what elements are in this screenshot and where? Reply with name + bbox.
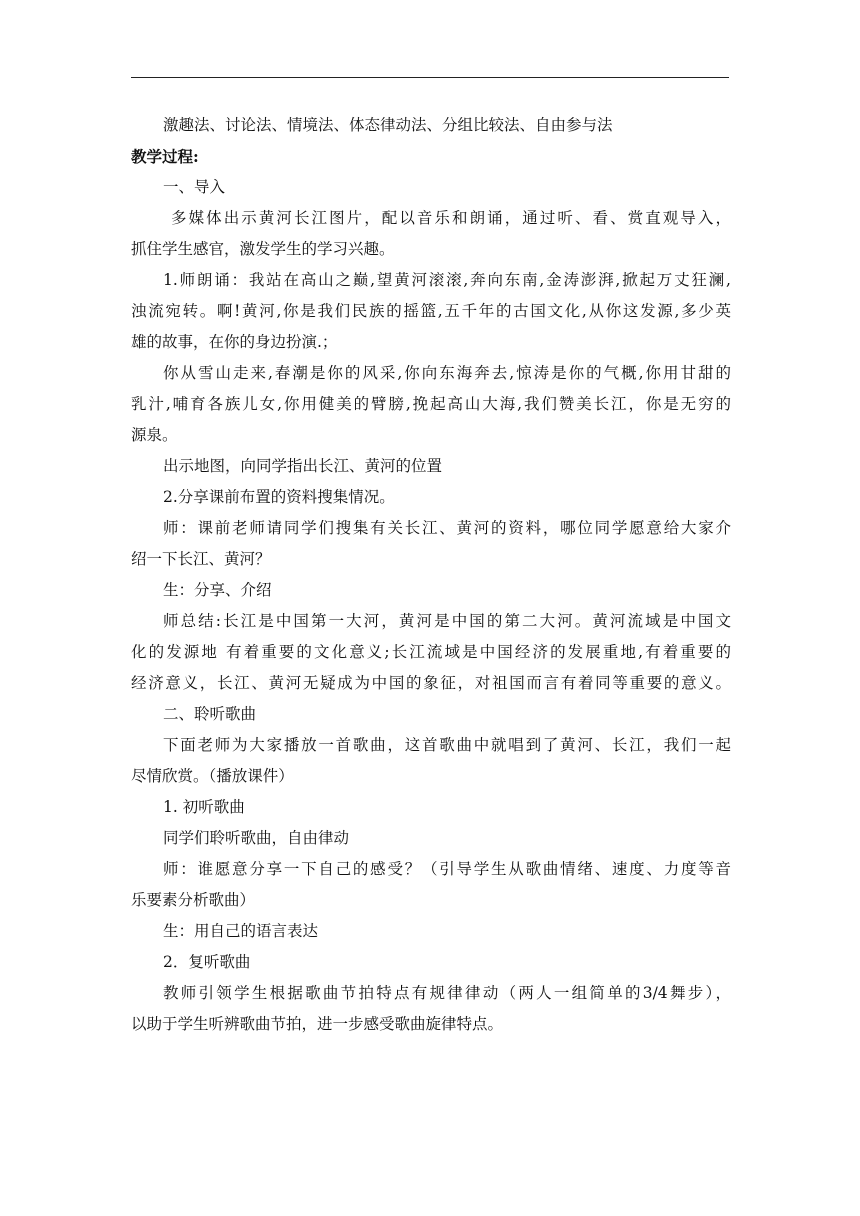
part-one-title: 一、导入 (163, 178, 226, 196)
first-listen-title: 1. 初听歌曲 (163, 798, 245, 816)
second-listen-title: 2．复听歌曲 (163, 953, 251, 971)
teaching-methods-line: 激趣法、讨论法、情境法、体态律动法、分组比较法、自由参与法 (163, 116, 613, 134)
rhythm-line-1: 教师引领学生根据歌曲节拍特点有规律律动（两人一组简单的3/4舞步）， (163, 984, 731, 1002)
summary-line-2: 化的发源地 有着重要的文化意义;长江流域是中国经济的发展重地,有着重要的 (131, 643, 731, 661)
intro-paragraph-line-1: 多媒体出示黄河长江图片，配以音乐和朗诵，通过听、看、赏直观导入， (171, 209, 731, 227)
share-materials-line: 2.分享课前布置的资料搜集情况。 (163, 488, 395, 506)
yangtze-line-3: 源泉。 (131, 426, 178, 444)
listen-intro-line-2: 尽情欣赏。（播放课件） (131, 767, 294, 785)
recitation-line-3: 雄的故事，在你的身边扮演.； (131, 333, 338, 351)
teacher-ask-line-2: 乐要素分析歌曲） (131, 891, 256, 909)
yangtze-line-1: 你从雪山走来,春潮是你的风采,你向东海奔去,惊涛是你的气概,你用甘甜的 (163, 364, 731, 382)
document-body (131, 110, 731, 1040)
part-two-title: 二、聆听歌曲 (163, 705, 257, 723)
summary-line-3: 经济意义，长江、黄河无疑成为中国的象征，对祖国而言有着同等重要的意义。 (131, 674, 731, 692)
free-movement-line: 同学们聆听歌曲，自由律动 (163, 829, 350, 847)
rhythm-line-2: 以助于学生听辨歌曲节拍，进一步感受歌曲旋律特点。 (131, 1015, 504, 1033)
header-rule (131, 77, 729, 78)
teacher-ask-line-1: 师：谁愿意分享一下自己的感受？（引导学生从歌曲情绪、速度、力度等音 (163, 860, 731, 878)
teacher-question-line-1: 师：课前老师请同学们搜集有关长江、黄河的资料，哪位同学愿意给大家介 (163, 519, 731, 537)
intro-paragraph-line-2: 抓住学生感官，激发学生的学习兴趣。 (131, 240, 395, 258)
listen-intro-line-1: 下面老师为大家播放一首歌曲，这首歌曲中就唱到了黄河、长江，我们一起 (163, 736, 731, 754)
section-heading: 教学过程: (131, 147, 199, 166)
teacher-question-line-2: 绍一下长江、黄河？ (131, 550, 271, 568)
map-line: 出示地图，向同学指出长江、黄河的位置 (163, 457, 443, 475)
recitation-line-2: 浊流宛转。啊!黄河,你是我们民族的摇篮,五千年的古国文化,从你这发源,多少英 (131, 302, 731, 320)
student-share-line: 生：分享、介绍 (163, 581, 272, 599)
recitation-line-1: 1.师朗诵：我站在高山之巅,望黄河滚滚,奔向东南,金涛澎湃,掀起万丈狂澜, (163, 271, 731, 289)
summary-line-1: 师总结:长江是中国第一大河，黄河是中国的第二大河。黄河流域是中国文 (163, 612, 731, 630)
yangtze-line-2: 乳汁,哺育各族儿女,你用健美的臂膀,挽起高山大海,我们赞美长江，你是无穷的 (131, 395, 731, 413)
student-express-line: 生：用自己的语言表达 (163, 922, 319, 940)
